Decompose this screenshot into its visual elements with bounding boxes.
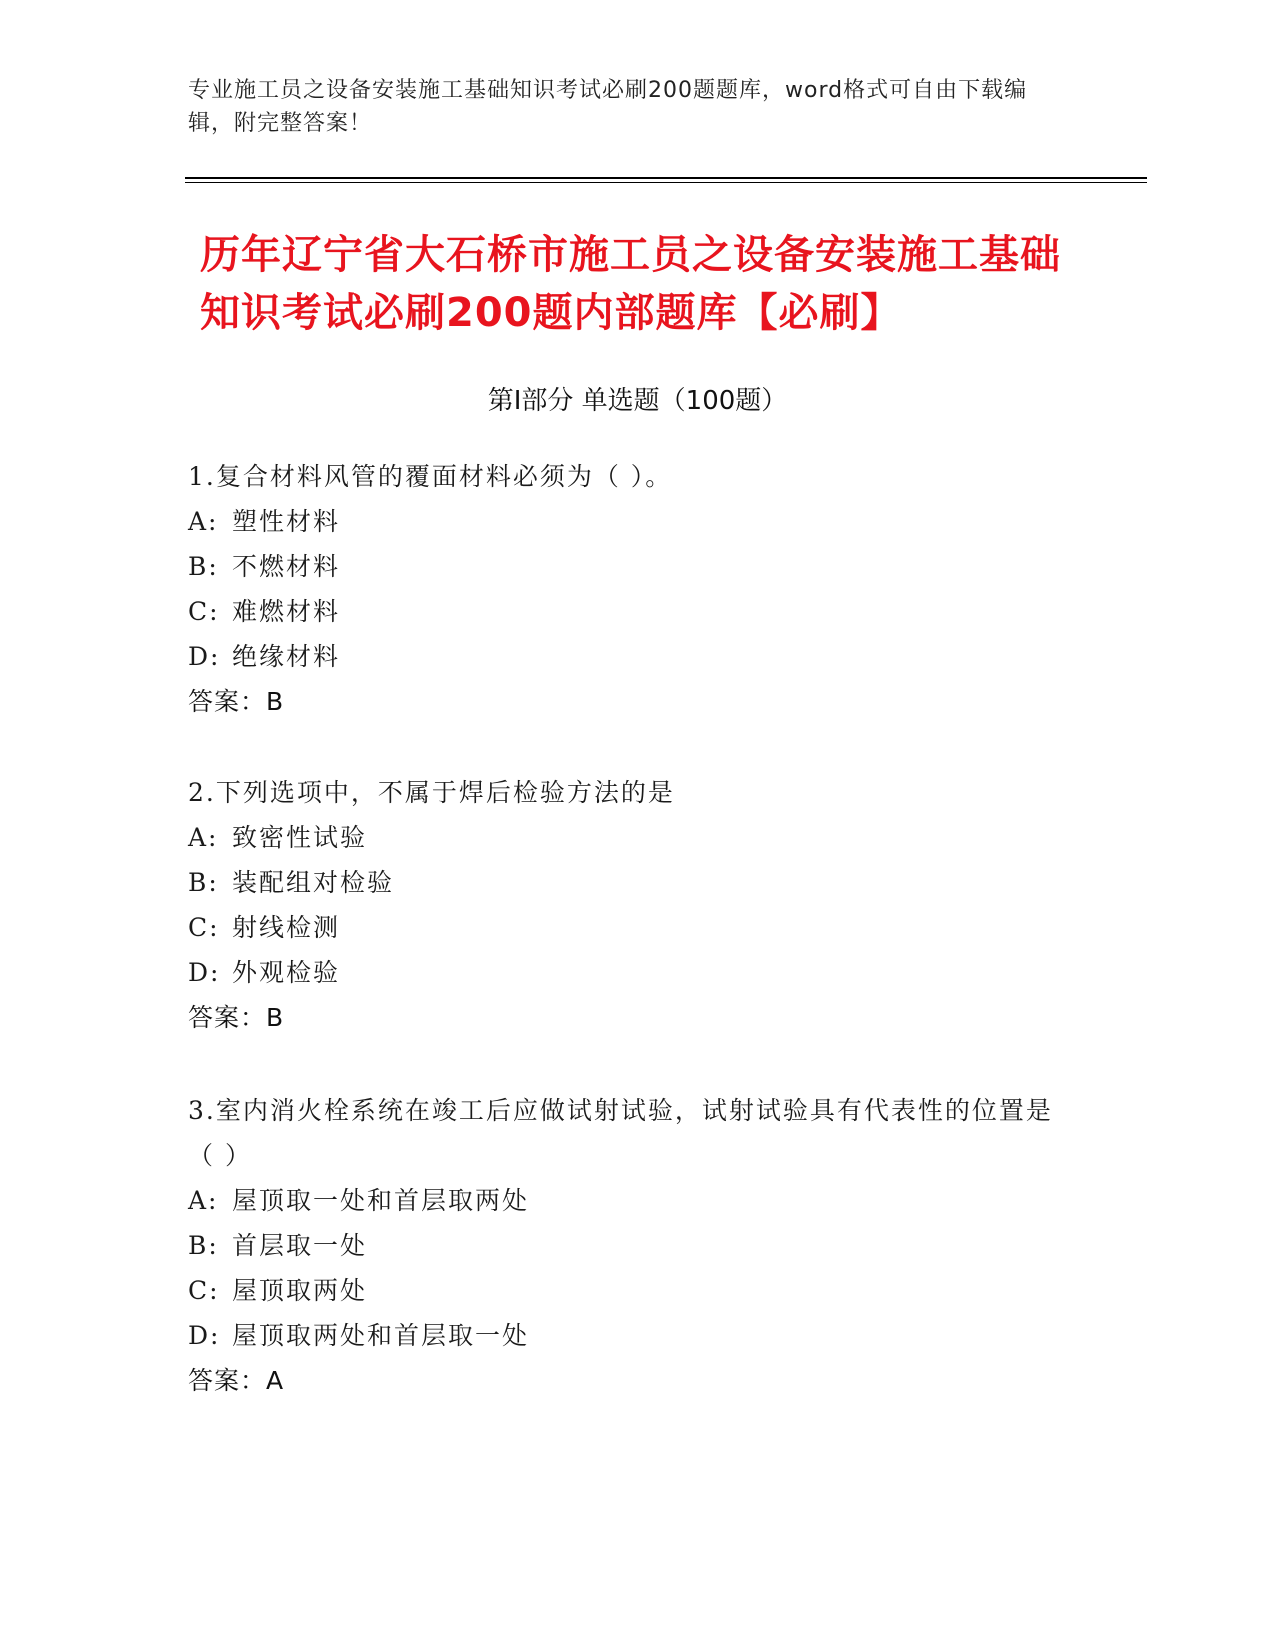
option-b — [188, 1223, 1068, 1268]
option-d — [188, 1313, 1068, 1358]
option-a — [188, 815, 1068, 860]
option-b — [188, 544, 1068, 589]
option-key: A: — [188, 507, 219, 536]
question-3 — [188, 1088, 1068, 1403]
option-key: D: — [188, 642, 221, 671]
option-text: 屋顶取两处 — [232, 1276, 368, 1305]
option-c — [188, 905, 1068, 950]
section-heading: 第Ⅰ部分 单选题（100题） — [487, 386, 788, 416]
document-title: 历年辽宁省大石桥市施工员之设备安装施工基础知识考试必刷200题内部题库【必刷】 — [200, 232, 1061, 336]
option-key: D: — [188, 1321, 221, 1350]
option-text: 屋顶取一处和首层取两处 — [232, 1186, 530, 1215]
option-key: B: — [188, 868, 219, 897]
option-text: 致密性试验 — [232, 823, 368, 852]
option-text: 射线检测 — [232, 913, 341, 942]
answer-line: 答案：B — [188, 687, 285, 716]
question-2 — [188, 770, 1068, 1040]
option-text: 塑性材料 — [232, 507, 341, 536]
option-text: 首层取一处 — [232, 1231, 368, 1260]
option-key: D: — [188, 958, 221, 987]
header-divider-thin — [185, 182, 1147, 183]
question-1 — [188, 454, 1068, 724]
option-text: 装配组对检验 — [232, 868, 395, 897]
option-key: B: — [188, 552, 219, 581]
question-stem: 1.复合材料风管的覆面材料必须为（ ）。 — [188, 462, 673, 491]
option-key: C: — [188, 1276, 220, 1305]
option-text: 外观检验 — [232, 958, 341, 987]
option-c — [188, 1268, 1068, 1313]
option-key: A: — [188, 823, 219, 852]
option-a — [188, 1178, 1068, 1223]
answer-line: 答案：A — [188, 1366, 285, 1395]
option-text: 不燃材料 — [232, 552, 341, 581]
option-text: 绝缘材料 — [232, 642, 341, 671]
header-note: 专业施工员之设备安装施工基础知识考试必刷200题题库，word格式可自由下载编辑，附完整答案！ — [188, 78, 1028, 136]
option-d — [188, 634, 1068, 679]
option-key: C: — [188, 913, 220, 942]
question-stem: 3.室内消火栓系统在竣工后应做试射试验，试射试验具有代表性的位置是（ ） — [188, 1096, 1053, 1170]
option-key: B: — [188, 1231, 219, 1260]
option-d — [188, 950, 1068, 995]
header-divider-thick — [185, 177, 1147, 179]
answer-line: 答案：B — [188, 1003, 285, 1032]
option-key: C: — [188, 597, 220, 626]
question-stem: 2.下列选项中，不属于焊后检验方法的是 — [188, 778, 675, 807]
option-key: A: — [188, 1186, 219, 1215]
option-text: 难燃材料 — [232, 597, 341, 626]
option-a — [188, 499, 1068, 544]
option-b — [188, 860, 1068, 905]
option-c — [188, 589, 1068, 634]
option-text: 屋顶取两处和首层取一处 — [232, 1321, 530, 1350]
